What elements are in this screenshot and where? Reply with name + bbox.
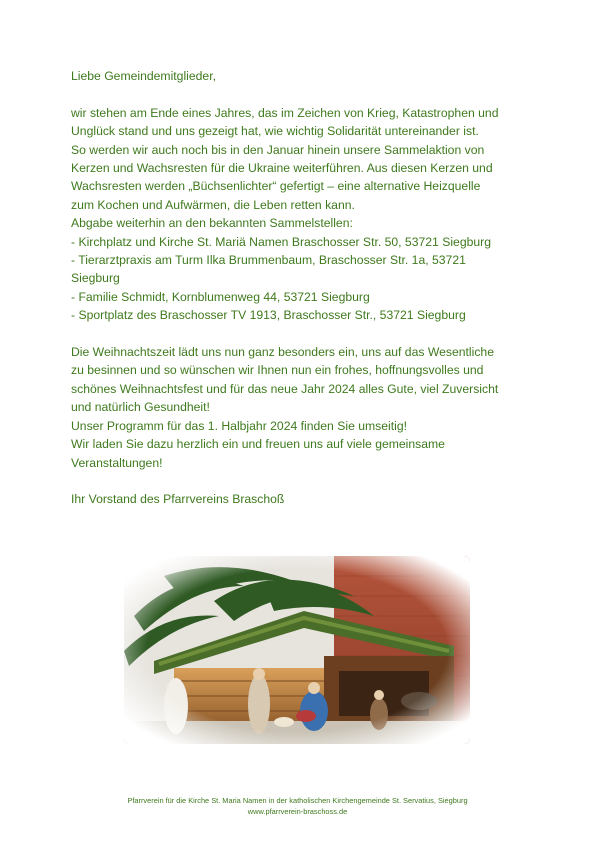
collection-point-item: - Tierarztpraxis am Turm Ilka Brummenbaum, Braschosser Str. 1a, 53721 (71, 253, 466, 268)
paragraph-line: zu besinnen und so wünschen wir Ihnen nun ein frohes, hoffnungsvolles und (71, 363, 484, 378)
paragraph-line: Wir laden Sie dazu herzlich ein und freuen uns auf viele gemeinsame (71, 437, 445, 452)
paragraph-line: schönes Weihnachtsfest und für das neue Jahr 2024 alles Gute, viel Zuversicht (71, 381, 499, 396)
footer-website-link[interactable]: www.pfarrverein-braschoss.de (247, 807, 348, 816)
paragraph-line: So werden wir auch noch bis in den Januar hinein unsere Sammelaktion von (71, 142, 485, 157)
signature: Ihr Vorstand des Pfarrvereins Braschoß (71, 492, 285, 507)
paragraph-line: Veranstaltungen! (71, 455, 163, 470)
footer (0, 795, 595, 817)
paragraph-line: Unglück stand und uns gezeigt hat, wie wichtig Solidarität untereinander ist. (71, 124, 479, 139)
paragraph-line: Unser Programm für das 1. Halbjahr 2024 finden Sie umseitig! (71, 418, 407, 433)
collection-point-item: - Kirchplatz und Kirche St. Mariä Namen Braschosser Str. 50, 53721 Siegburg (71, 234, 491, 249)
letter-body (71, 67, 521, 509)
footer-organisation: Pfarrverein für die Kirche St. Maria Namen in der katholischen Kirchengemeinde St. Servatius, Siegburg (127, 796, 468, 805)
paragraph-line: wir stehen am Ende eines Jahres, das im Zeichen von Krieg, Katastrophen und (71, 105, 499, 120)
paragraph-line: zum Kochen und Aufwärmen, die Leben retten kann. (71, 197, 355, 212)
collection-point-item: Siegburg (71, 271, 120, 286)
paragraph-line: Wachsresten werden „Büchsenlichter“ gefertigt – eine alternative Heizquelle (71, 179, 481, 194)
collection-points-heading: Abgabe weiterhin an den bekannten Sammelstellen: (71, 216, 353, 231)
collection-point-item: - Sportplatz des Braschosser TV 1913, Braschosser Str., 53721 Siegburg (71, 308, 466, 323)
paragraph-line: Die Weihnachtszeit lädt uns nun ganz besonders ein, uns auf das Wesentliche (71, 345, 494, 360)
collection-point-item: - Familie Schmidt, Kornblumenweg 44, 53721 Siegburg (71, 289, 370, 304)
nativity-scene-photo (124, 556, 470, 744)
paragraph-line: Kerzen und Wachsresten für die Ukraine weiterführen. Aus diesen Kerzen und (71, 161, 493, 176)
paragraph-line: und natürlich Gesundheit! (71, 400, 210, 415)
nativity-scene-image (124, 556, 470, 744)
greeting: Liebe Gemeindemitglieder, (71, 69, 216, 83)
